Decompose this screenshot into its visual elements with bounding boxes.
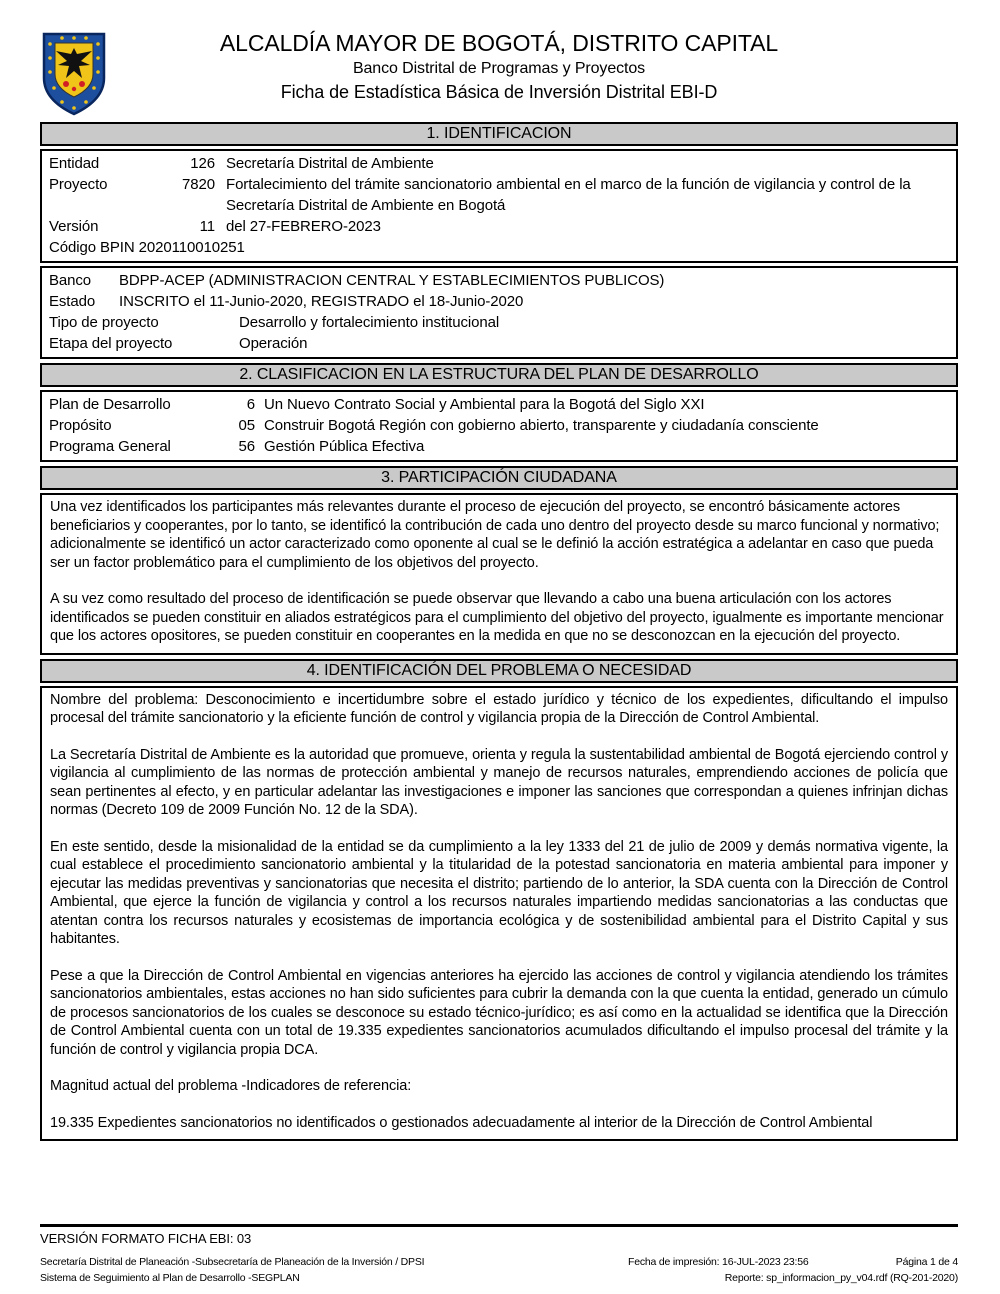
participation-paragraph: Una vez identificados los participantes más relevantes durante el proceso de ejecución del proyecto, se encontró básicamente actores beneficiarios y cooperantes, por lo tanto, se identificó la contribución de cada uno dentro del proyecto desde su marco funcional y normativo; adicionalmente se identificó un actor caracterizado como oponente al cual se le definió la acción estratégica a adelantar en caso que pueda ser un factor problemático para el cumplimiento de los objetivos del proyecto. <box>50 499 940 571</box>
bogota-coat-of-arms-icon <box>42 32 106 116</box>
field-value: Desarrollo y fortalecimiento institucional <box>239 314 500 331</box>
field-value: Gestión Pública Efectiva <box>264 438 425 455</box>
footer-print-date: Fecha de impresión: 16-JUL-2023 23:56 <box>628 1256 809 1268</box>
field-value: INSCRITO el 11-Junio-2020, REGISTRADO el 18-Junio-2020 <box>119 293 524 310</box>
field-value: Un Nuevo Contrato Social y Ambiental para la Bogotá del Siglo XXI <box>264 396 705 413</box>
field-row-version <box>42 216 956 237</box>
field-label: Programa General <box>49 438 171 455</box>
field-value: del 27-FEBRERO-2023 <box>226 218 381 235</box>
problem-paragraph: La Secretaría Distrital de Ambiente es la autoridad que promueve, orienta y regula la sustentabilidad ambiental de Bogotá ejerciendo control y vigilancia al cumplimiento de las normas de protección ambiental y manejo de recursos naturales, emprendiendo acciones de policía que sean pertinentes al efecto, y en particular adelantar las investigaciones e imponer las sanciones que correspondan a quienes infrinjan dichas normas (Decreto 109 de 2009 Función No. 12 de la SDA). <box>50 746 948 818</box>
field-label: Entidad <box>49 155 100 172</box>
document-header <box>40 26 958 118</box>
field-label: Proyecto <box>49 176 108 193</box>
footer-right-block <box>628 1254 958 1286</box>
field-label: Versión <box>49 218 99 235</box>
footer-entity-line: Secretaría Distrital de Planeación -Subsecretaría de Planeación de la Inversión / DPSI <box>40 1256 425 1268</box>
page-footer <box>40 1224 958 1286</box>
footer-page-number: Página 1 de 4 <box>895 1256 958 1268</box>
footer-system-line: Sistema de Seguimiento al Plan de Desarrollo -SEGPLAN <box>40 1272 300 1284</box>
field-row-etapa-proyecto <box>42 333 956 354</box>
field-label: Plan de Desarrollo <box>49 396 171 413</box>
problem-paragraph: En este sentido, desde la misionalidad de la entidad se da cumplimiento a la ley 1333 del 21 de julio de 2009 y demás normativa vigente, la cual establece el procedimiento sancionatorio ambiental y la titularidad de la potestad sancionatoria en materia ambiental para imponer y ejecutar las medidas preventivas y sancionatorias que necesita el distrito; partiendo de lo anterior, la SDA cuenta con la Dirección de Control Ambiental, que ejerce la función de vigilancia y control a los recursos naturales impartiendo medidas sancionatorias a las conductas que atentan contra los recursos naturales y ecosistemas de importancia ecológica y de sostenibilidad ambiental para el Distrito Capital y sus habitantes. <box>50 838 948 947</box>
identification-box <box>40 149 958 263</box>
participation-paragraph: A su vez como resultado del proceso de identificación se puede observar que llevando a cabo una buena articulación con los actores identificados se pueden constituir en aliados estratégicos para el cumplimiento del objetivo del proyecto, igualmente es importante mencionar que los actores opositores, se pueden constituir en cooperantes en la medida en que no se desconozcan en la ejecución del proyecto. <box>50 591 944 644</box>
field-row-plan-desarrollo <box>42 394 956 415</box>
field-row-banco <box>42 270 956 291</box>
field-row-entidad <box>42 153 956 174</box>
footer-divider <box>40 1224 958 1227</box>
field-code: 11 <box>199 218 215 235</box>
classification-box <box>40 390 958 462</box>
field-code: 05 <box>238 417 255 434</box>
field-row-tipo-proyecto <box>42 312 956 333</box>
footer-format-version: VERSIÓN FORMATO FICHA EBI: 03 <box>40 1231 252 1246</box>
bpin-value: Código BPIN 2020110010251 <box>49 239 245 256</box>
field-row-estado <box>42 291 956 312</box>
field-value: Secretaría Distrital de Ambiente <box>226 155 434 172</box>
field-row-proyecto <box>42 174 956 216</box>
field-label: Propósito <box>49 417 112 434</box>
title-block <box>40 26 958 103</box>
registry-box <box>40 266 958 359</box>
field-label: Tipo de proyecto <box>49 314 159 331</box>
page-title: ALCALDÍA MAYOR DE BOGOTÁ, DISTRITO CAPITAL <box>219 30 779 56</box>
field-code: 6 <box>246 396 255 413</box>
footer-details <box>40 1254 958 1286</box>
field-value: Construir Bogotá Región con gobierno abierto, transparente y ciudadanía consciente <box>264 417 819 434</box>
field-code: 7820 <box>182 176 215 193</box>
field-value: Fortalecimiento del trámite sancionatorio ambiental en el marco de la función de vigilancia y control de la Secretaría Distrital de Ambiente en Bogotá <box>226 176 911 214</box>
footer-print-row <box>628 1254 958 1270</box>
field-row-programa-general <box>42 436 956 457</box>
field-label: Estado <box>49 293 96 310</box>
section-2-header: 2. CLASIFICACION EN LA ESTRUCTURA DEL PLAN DE DESARROLLO <box>40 363 958 387</box>
field-value: Operación <box>239 335 308 352</box>
document-page <box>40 26 958 1141</box>
field-code: 126 <box>190 155 215 172</box>
page-subtitle-1: Banco Distrital de Programas y Proyectos <box>352 60 646 77</box>
field-row-codigo-bpin <box>42 237 956 258</box>
participation-box <box>40 493 958 655</box>
problem-box <box>40 686 958 1142</box>
field-label: Etapa del proyecto <box>49 335 173 352</box>
section-3-header: 3. PARTICIPACIÓN CIUDADANA <box>40 466 958 490</box>
field-label: Banco <box>49 272 92 289</box>
section-4-header: 4. IDENTIFICACIÓN DEL PROBLEMA O NECESIDAD <box>40 659 958 683</box>
footer-report-line: Reporte: sp_informacion_py_v04.rdf (RQ-201-2020) <box>724 1272 958 1284</box>
field-value: BDPP-ACEP (ADMINISTRACION CENTRAL Y ESTABLECIMIENTOS PUBLICOS) <box>119 272 665 289</box>
field-row-proposito <box>42 415 956 436</box>
footer-left-block <box>40 1254 424 1286</box>
problem-paragraph: Magnitud actual del problema -Indicadores de referencia: <box>50 1078 412 1094</box>
page-subtitle-2: Ficha de Estadística Básica de Inversión Distrital EBI-D <box>280 82 718 102</box>
problem-paragraph: 19.335 Expedientes sancionatorios no identificados o gestionados adecuadamente al interior de la Dirección de Control Ambiental <box>50 1114 873 1131</box>
problem-paragraph: Pese a que la Dirección de Control Ambiental en vigencias anteriores ha ejercido las acciones de control y vigilancia atendiendo los trámites sancionatorios ambientales, estas acciones no han sido suficientes para cubrir la demanda con la que cuenta la entidad, generado un cúmulo de procesos sancionatorios de los cuales se desconoce su estado técnico-jurídico; es así como en la actualidad se identifica que la Dirección de Control Ambiental cuenta con un total de 19.335 expedientes sancionatorios acumulados dificultando el impulso procesal del trámite y la función de control y vigilancia propia DCA. <box>50 967 948 1058</box>
problem-paragraph: Nombre del problema: Desconocimiento e incertidumbre sobre el estado jurídico y técnico de los expedientes, dificultando el impulso procesal del trámite sancionatorio y la eficiente función de control y vigilancia propia de la Dirección de Control Ambiental. <box>50 691 948 726</box>
section-1-header: 1. IDENTIFICACION <box>40 122 958 146</box>
field-code: 56 <box>238 438 255 455</box>
